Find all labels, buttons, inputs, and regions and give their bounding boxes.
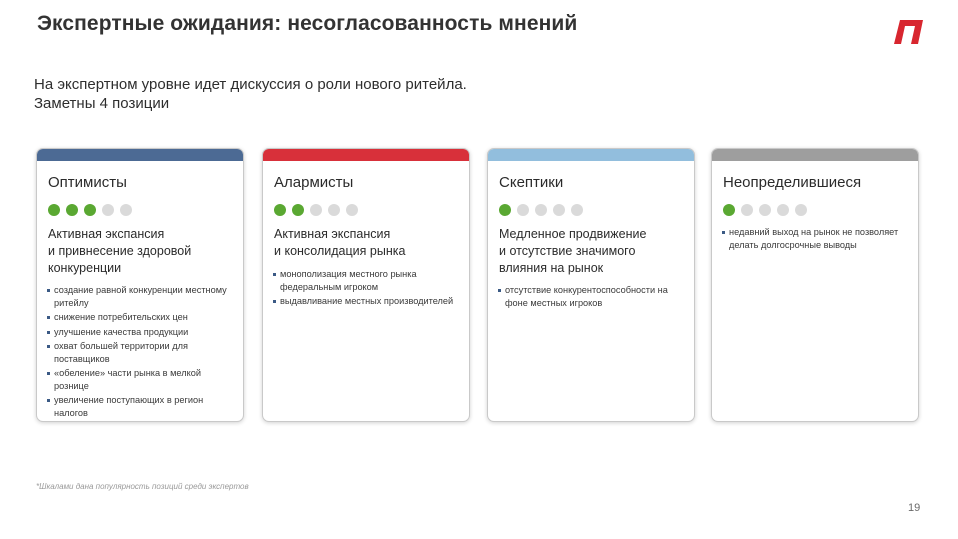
popularity-dot-filled: [66, 204, 78, 216]
card-title: Неопределившиеся: [723, 174, 862, 191]
popularity-scale: [499, 204, 583, 216]
intro-line-2: Заметны 4 позиции: [34, 95, 170, 112]
popularity-scale: [723, 204, 807, 216]
card-subtitle-line: влияния на рынок: [499, 261, 604, 275]
popularity-dot-empty: [102, 204, 114, 216]
card-title: Скептики: [499, 174, 564, 191]
bullet-item: выдавливание местных производителей: [273, 295, 463, 308]
bullet-item: монополизация местного рынка федеральным игроком: [273, 268, 463, 293]
card-subtitle-line: и отсутствие значимого: [499, 244, 636, 258]
popularity-dot-filled: [48, 204, 60, 216]
position-card-skeptics: [487, 148, 695, 422]
card-subtitle-line: Активная экспансия: [48, 227, 165, 241]
popularity-dot-empty: [741, 204, 753, 216]
card-subtitle: [48, 226, 238, 277]
popularity-dot-empty: [571, 204, 583, 216]
popularity-dot-filled: [84, 204, 96, 216]
popularity-dot-empty: [777, 204, 789, 216]
popularity-dot-empty: [346, 204, 358, 216]
bullet-item: недавний выход на рынок не позволяет делать долгосрочные выводы: [722, 226, 912, 251]
card-title: Оптимисты: [48, 174, 127, 191]
bullet-item: «обеление» части рынка в мелкой рознице: [47, 367, 237, 392]
card-title: Алармисты: [274, 174, 354, 191]
card-header-band: [263, 149, 469, 161]
position-card-optimists: [36, 148, 244, 422]
card-bullet-list: [47, 284, 237, 421]
bullet-item: улучшение качества продукции: [47, 326, 237, 339]
card-bullet-list: [722, 226, 912, 253]
popularity-dot-empty: [553, 204, 565, 216]
bullet-item: охват большей территории для поставщиков: [47, 340, 237, 365]
popularity-dot-filled: [274, 204, 286, 216]
popularity-scale: [48, 204, 132, 216]
bullet-item: снижение потребительских цен: [47, 311, 237, 324]
popularity-dot-empty: [535, 204, 547, 216]
popularity-dot-empty: [795, 204, 807, 216]
popularity-dot-empty: [517, 204, 529, 216]
popularity-scale: [274, 204, 358, 216]
page-number: 19: [908, 502, 921, 514]
popularity-dot-empty: [310, 204, 322, 216]
card-subtitle: [499, 226, 689, 277]
card-subtitle-line: конкуренции: [48, 261, 122, 275]
positions-cards: [36, 148, 920, 424]
bullet-item: увеличение поступающих в регион налогов: [47, 394, 237, 419]
popularity-dot-empty: [120, 204, 132, 216]
card-subtitle-line: и привнесение здоровой: [48, 244, 192, 258]
popularity-dot-filled: [723, 204, 735, 216]
card-subtitle-line: Медленное продвижение: [499, 227, 647, 241]
popularity-dot-empty: [328, 204, 340, 216]
popularity-dot-filled: [292, 204, 304, 216]
card-bullet-list: [498, 284, 688, 311]
bullet-item: отсутствие конкурентоспособности на фоне местных игроков: [498, 284, 688, 309]
card-header-band: [37, 149, 243, 161]
bullet-item: создание равной конкуренции местному ритейлу: [47, 284, 237, 309]
card-header-band: [712, 149, 918, 161]
popularity-dot-empty: [759, 204, 771, 216]
position-card-undecided: [711, 148, 919, 422]
card-header-band: [488, 149, 694, 161]
position-card-alarmists: [262, 148, 470, 422]
intro-line-1: На экспертном уровне идет дискуссия о роли нового ритейла.: [34, 76, 467, 93]
card-subtitle-line: и консолидация рынка: [274, 244, 406, 258]
card-subtitle: [274, 226, 464, 260]
popularity-dot-filled: [499, 204, 511, 216]
intro-text: [34, 75, 467, 113]
brand-logo-icon: [893, 20, 923, 44]
slide-title: Экспертные ожидания: несогласованность мнений: [37, 12, 578, 35]
card-bullet-list: [273, 268, 463, 310]
card-subtitle-line: Активная экспансия: [274, 227, 391, 241]
footnote: *Шкалами дана популярность позиций среди экспертов: [36, 482, 249, 491]
